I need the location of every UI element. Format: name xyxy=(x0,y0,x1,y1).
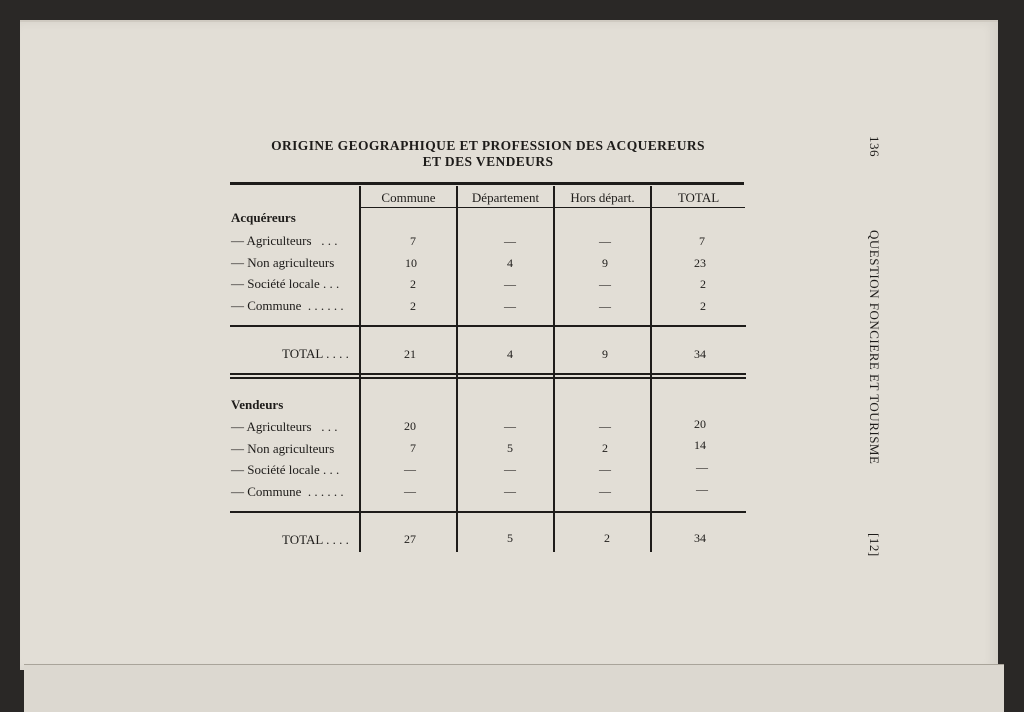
row-label: — Non agriculteurs xyxy=(231,255,335,270)
page-number: 136 xyxy=(867,136,882,157)
table-cell: — xyxy=(504,462,516,476)
table-cell: 4 xyxy=(507,256,513,270)
total-label: TOTAL . . . . xyxy=(282,346,349,361)
book-page xyxy=(20,20,998,670)
row-label: — Commune . . . . . . xyxy=(231,298,344,313)
table-cell: 9 xyxy=(602,256,608,270)
section-title-vendeurs: Vendeurs xyxy=(231,397,284,412)
table-cell: 5 xyxy=(507,441,513,455)
table-cell: 23 xyxy=(694,256,706,270)
subtotal-rule xyxy=(230,511,746,513)
column-header-departement: Département xyxy=(471,190,540,205)
subtotal-rule xyxy=(230,325,746,327)
column-divider xyxy=(359,186,361,552)
table-cell: 5 xyxy=(507,531,513,545)
table-cell: 2 xyxy=(700,299,706,313)
table-cell: 34 xyxy=(694,531,706,545)
table-cell: 34 xyxy=(694,347,706,361)
table-cell: — xyxy=(404,462,416,476)
table-cell: 7 xyxy=(410,234,416,248)
column-header-hors-depart: Hors départ. xyxy=(570,190,635,205)
table-cell: 4 xyxy=(507,347,513,361)
row-label: — Agriculteurs . . . xyxy=(231,233,338,248)
section-divider-rule xyxy=(230,377,746,379)
table-cell: 2 xyxy=(602,441,608,455)
table-cell: 7 xyxy=(699,234,705,248)
table-cell: — xyxy=(599,299,611,313)
table-cell: — xyxy=(504,299,516,313)
table-cell: 9 xyxy=(602,347,608,361)
column-divider xyxy=(650,186,652,552)
row-label: — Non agriculteurs xyxy=(231,441,335,456)
table-cell: 20 xyxy=(694,417,706,431)
table-cell: — xyxy=(504,234,516,248)
table-cell: — xyxy=(599,462,611,476)
column-header-commune: Commune xyxy=(381,190,436,205)
row-label: — Agriculteurs . . . xyxy=(231,419,338,434)
title-line-2: ET DES VENDEURS xyxy=(422,154,554,169)
top-rule xyxy=(230,182,744,185)
table-cell: 10 xyxy=(405,256,417,270)
running-head: QUESTION FONCIERE ET TOURISME xyxy=(867,230,882,465)
table-cell: 27 xyxy=(404,532,416,546)
section-title-acquereurs: Acquéreurs xyxy=(231,210,296,225)
row-label: — Commune . . . . . . xyxy=(231,484,344,499)
table-cell: 2 xyxy=(410,299,416,313)
header-underline xyxy=(361,207,745,208)
section-divider-rule xyxy=(230,373,746,375)
table-cell: — xyxy=(404,484,416,498)
column-header-total: TOTAL xyxy=(677,190,720,205)
table-cell: — xyxy=(599,419,611,433)
table-cell: — xyxy=(599,277,611,291)
table-cell: 2 xyxy=(604,531,610,545)
table-cell: — xyxy=(504,277,516,291)
table-cell: 21 xyxy=(404,347,416,361)
table-cell: 20 xyxy=(404,419,416,433)
total-label: TOTAL . . . . xyxy=(282,532,349,547)
table-cell: — xyxy=(599,484,611,498)
table-cell: — xyxy=(504,484,516,498)
title-line-1: ORIGINE GEOGRAPHIQUE ET PROFESSION DES ACQUEREURS xyxy=(271,138,705,153)
next-page-edge xyxy=(24,664,1004,712)
table-cell: — xyxy=(696,482,708,496)
table-cell: 14 xyxy=(694,438,706,452)
table-cell: 2 xyxy=(410,277,416,291)
table-title xyxy=(230,138,746,170)
table-cell: — xyxy=(599,234,611,248)
table-cell: 7 xyxy=(410,441,416,455)
table-cell: — xyxy=(504,419,516,433)
column-divider xyxy=(456,186,458,552)
row-label: — Société locale . . . xyxy=(231,462,340,477)
row-label: — Société locale . . . xyxy=(231,276,340,291)
table-cell: 2 xyxy=(700,277,706,291)
table-cell: — xyxy=(696,460,708,474)
reference-number: [12] xyxy=(867,533,882,557)
column-divider xyxy=(553,186,555,552)
